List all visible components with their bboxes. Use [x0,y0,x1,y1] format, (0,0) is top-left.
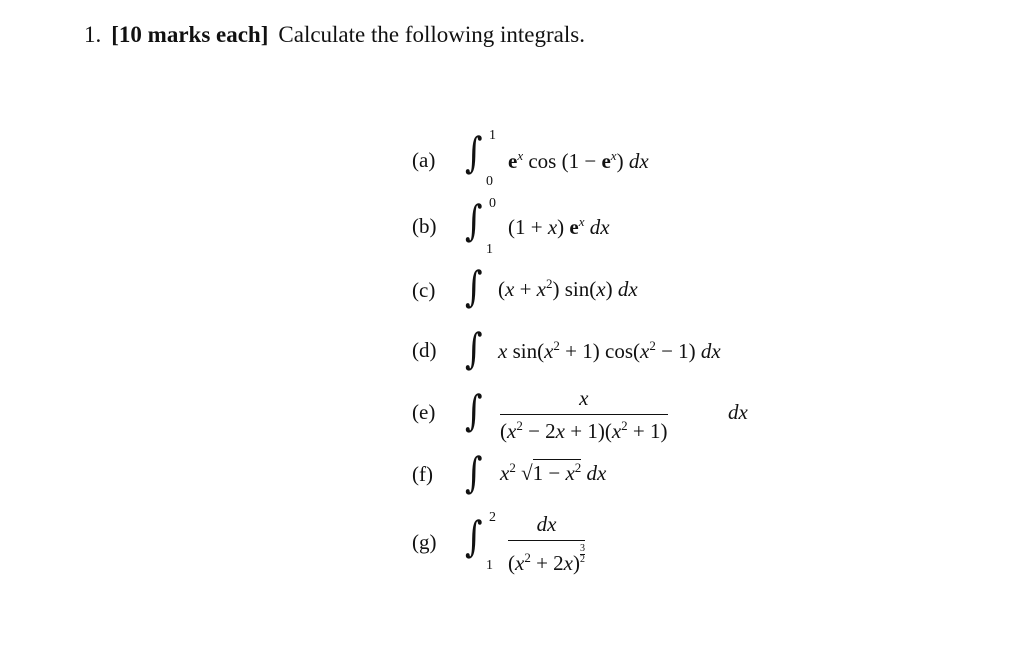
integrand: (1 + x) $e^x$ dx [508,214,610,239]
integral-sign: ∫ [465,128,483,177]
problem-label: (c) [412,278,436,302]
problem-c [400,264,1000,324]
lower-limit: 0 [486,174,493,189]
numerator: dx [508,512,585,541]
problem-label: (e) [412,400,436,424]
instruction-text: Calculate the following integrals. [278,22,585,47]
problem-label: (a) [412,148,436,172]
integral-sign: ∫ [465,324,483,373]
integrand-fraction [508,512,585,576]
denominator: $(x^2 - 2x + 1)(x^2 + 1)$ [500,418,668,443]
problem-e [400,386,1000,446]
integrand: $x^2$ $√1 - x^2$ dx [500,460,607,485]
lower-limit: 1 [486,558,493,573]
question-heading [84,22,585,48]
upper-limit: 1 [489,128,496,143]
problem-f [400,448,1000,512]
exponent-fraction: $\frac{3}{2}$ [580,543,585,565]
problem-g [400,510,1000,575]
integral-sign: ∫ [465,512,483,561]
denominator: $(x^2 + 2x)$ $\frac{3}{2}$ [508,543,585,575]
problem-a [400,128,1000,188]
differential: dx [728,400,748,424]
lower-limit: 1 [486,242,493,257]
question-number: 1. [84,22,102,47]
marks-label: [10 marks each] [111,22,269,47]
problem-label: (b) [412,214,437,238]
upper-limit: 2 [489,510,496,525]
problem-label: (d) [412,338,437,362]
numerator: x [500,386,668,415]
integrand: $e^x$ $\cos (1 - e^x)$ dx [508,148,649,173]
integrand: x $\sin(x^2 + 1) \cos(x^2 - 1)$ dx [498,338,721,363]
integral-sign: ∫ [465,386,483,435]
problem-label: (g) [412,530,437,554]
integral-sign: ∫ [465,448,483,497]
upper-limit: 0 [489,196,496,211]
problem-d [400,326,1000,386]
integral-sign: ∫ [465,262,483,311]
integrand: $(x + x^2)$ sin(x) dx [498,276,638,301]
integral-sign: ∫ [465,196,483,245]
integrand-fraction [500,386,668,444]
problem-label: (f) [412,462,433,486]
problem-b [400,196,1000,256]
